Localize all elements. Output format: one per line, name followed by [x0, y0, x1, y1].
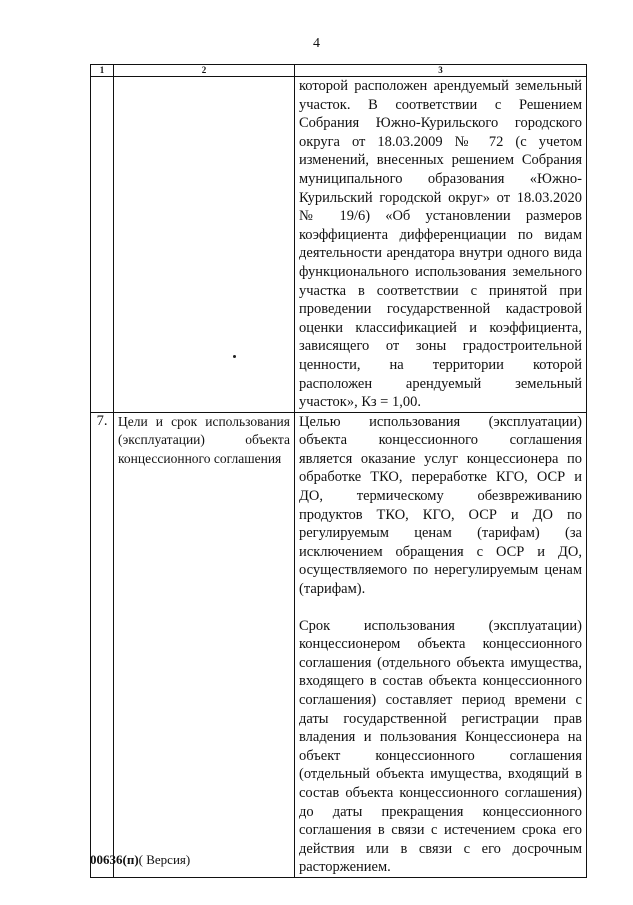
- table-row-continuation: [91, 77, 587, 413]
- row-7-paragraph-1: Целью использования (эксплуатации) объекта концессионного соглашения является оказание услуг концессионера по обработке ТКО, переработке КГО, ОСР и ДО, термическому обезвреживанию продуктов ТКО, КГО, ОСР и ДО по регулируемым ценам (тарифам) (за исключением обращения с ОСР и ДО, осуществляемого по нерегулируемым ценам (тарифам).: [299, 413, 582, 598]
- footer: [90, 852, 190, 868]
- footer-code: 00636(п): [90, 852, 139, 867]
- row-7-number: 7.: [91, 412, 114, 877]
- row-7-paragraph-2: Срок использования (эксплуатации) концессионером объекта концессионного соглашения (отдельного объекта имущества, входящего в состав объекта концессионного соглашения) составляет период времени с даты государственной регистрации прав владения и пользования Концессионера на объект концессионного соглашения (отдельный объекта имущества, входящий в состав объекта концессионного соглашения) до даты прекращения концессионного соглашения в связи с истечением срока его действия или в связи с его досрочным расторжением.: [299, 617, 582, 876]
- continuation-text-cell: [295, 77, 587, 413]
- table-row-7: [91, 412, 587, 877]
- header-col-2: 2: [114, 65, 295, 77]
- scan-speck-mark: [233, 355, 236, 358]
- row-7-text-cell: [295, 412, 587, 877]
- continuation-num-cell: [91, 77, 114, 413]
- footer-version: ( Версия): [138, 852, 191, 867]
- continuation-text: которой расположен арендуемый земельный участок. В соответствии с Решением Собрания Южно-Курильского городского округа от 18.03.2009 № 72 (с учетом изменений, внесенных решением Собрания муниципального образования «Южно-Курильский городской округ» от 18.03.2020 № 19/6) «Об установлении размеров коэффициента дифференциации по видам деятельности арендатора внутри одного вида функционального использования земельного участка в соответствии с принятой при проведении государственной кадастровой оценки классификацией и коэффициента, зависящего от зоны градостроительной ценности, на территории которой расположен арендуемый земельный участок», Кз = 1,00.: [299, 78, 582, 411]
- page-number: 4: [313, 36, 320, 51]
- header-col-3: 3: [295, 65, 587, 77]
- document-table: [90, 64, 587, 878]
- row-7-label: Цели и срок использования (эксплуатации) объекта концессионного соглашения: [114, 412, 295, 877]
- header-col-1: 1: [91, 65, 114, 77]
- continuation-label-cell: [114, 77, 295, 413]
- header-row: [91, 65, 587, 77]
